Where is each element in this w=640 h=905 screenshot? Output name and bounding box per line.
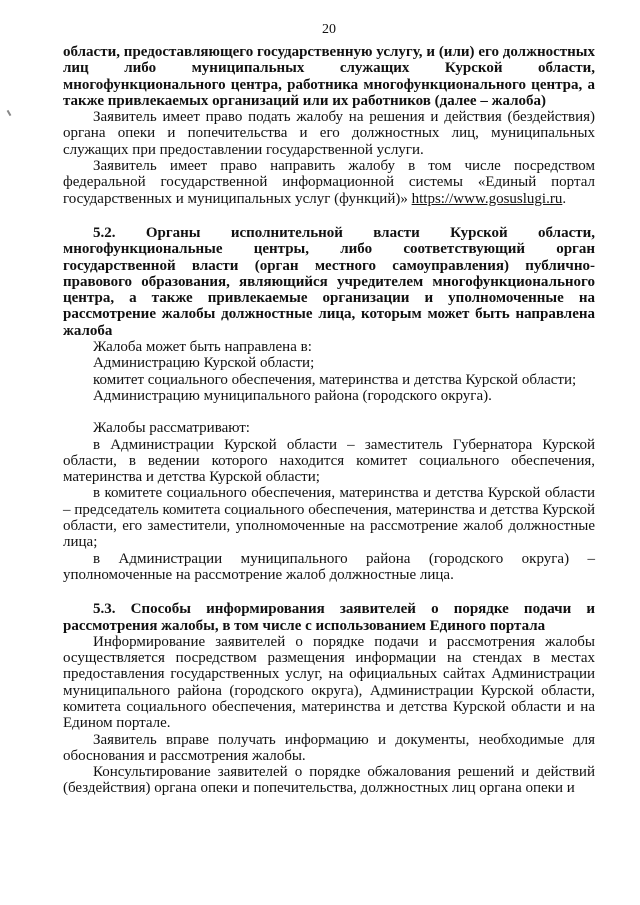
recipient-municipal: Администрацию муниципального района (городского округа). bbox=[93, 387, 492, 404]
section-5-3-heading: 5.3. Способы информирования заявителей о порядке подачи и рассмотрения жалобы, в том числе с использованием Единого портала bbox=[63, 601, 595, 634]
page-number: 20 bbox=[322, 22, 336, 37]
paragraph-right-to-complain: Заявитель имеет право подать жалобу на решения и действия (бездействия) органа опеки и попечительства и его должностных лиц, муниципальных служащих при предоставлении государственной услуги. bbox=[63, 109, 595, 158]
spacer bbox=[63, 404, 595, 420]
applicant-rights-paragraph: Заявитель вправе получать информацию и документы, необходимые для обоснования и рассмотрения жалобы. bbox=[63, 731, 595, 764]
complaints-reviewed-by: Жалобы рассматривают: bbox=[93, 420, 250, 437]
recipient-committee: комитет социального обеспечения, материнства и детства Курской области; bbox=[93, 371, 577, 388]
reviewer-municipal: в Администрации муниципального района (городского округа) – уполномоченные на рассмотрение жалоб должностные лица. bbox=[63, 550, 595, 583]
portal-text: Заявитель имеет право направить жалобу в том числе посредством федеральной государственной информационной системы «Единый портал государственных и муниципальных услуг (функций)» bbox=[63, 158, 595, 207]
spacer bbox=[63, 207, 595, 225]
document-page bbox=[63, 22, 595, 797]
gosuslugi-link[interactable]: https://www.gosuslugi.ru bbox=[411, 190, 563, 207]
consulting-paragraph: Консультирование заявителей о порядке обжалования решений и действий (бездействия) органа опеки и попечительства, должностных лиц органа опеки и bbox=[63, 764, 595, 797]
spacer bbox=[63, 583, 595, 601]
paragraph-portal-complaint bbox=[63, 158, 595, 207]
complaint-definition: области, предоставляющего государственную услугу, и (или) его должностных лиц либо муниципальных служащих Курской области, многофункционального центра, работника многофункционального центра, а также привлекаемых организаций или их работников (далее – жалоба) bbox=[63, 44, 595, 109]
portal-text-end: . bbox=[562, 190, 567, 207]
scan-artifact bbox=[7, 110, 12, 116]
recipient-administration: Администрацию Курской области; bbox=[93, 355, 315, 372]
informing-paragraph: Информирование заявителей о порядке подачи и рассмотрения жалобы осуществляется посредством размещения информации на стендах в местах предоставления государственных услуг, на официальных сайтах Администрации муниципального района (городского округа), Администрации Курской области, комитета социального обеспечения, материнства и детства Курской области и на Едином портале. bbox=[63, 633, 595, 732]
reviewer-committee: в комитете социального обеспечения, материнства и детства Курской области – председатель комитета социального обеспечения, материнства и детства Курской области, его заместители, уполномоченные на рассмотрение жалоб должностные лица; bbox=[63, 485, 595, 551]
complaint-may-be-sent: Жалоба может быть направлена в: bbox=[93, 339, 312, 356]
reviewer-administration: в Администрации Курской области – заместитель Губернатора Курской области, в ведении которого находится комитет социального обеспечения, материнства и детства Курской области; bbox=[63, 436, 595, 486]
section-5-2-heading: 5.2. Органы исполнительной власти Курской области, многофункциональные центры, либо соответствующий орган государственной власти (орган местного самоуправления) публично-правового образования, являющийся учредителем многофункционального центра, а также привлекаемые организации и уполномоченные на рассмотрение жалобы должностные лица, которым может быть направлена жалоба bbox=[63, 224, 595, 339]
